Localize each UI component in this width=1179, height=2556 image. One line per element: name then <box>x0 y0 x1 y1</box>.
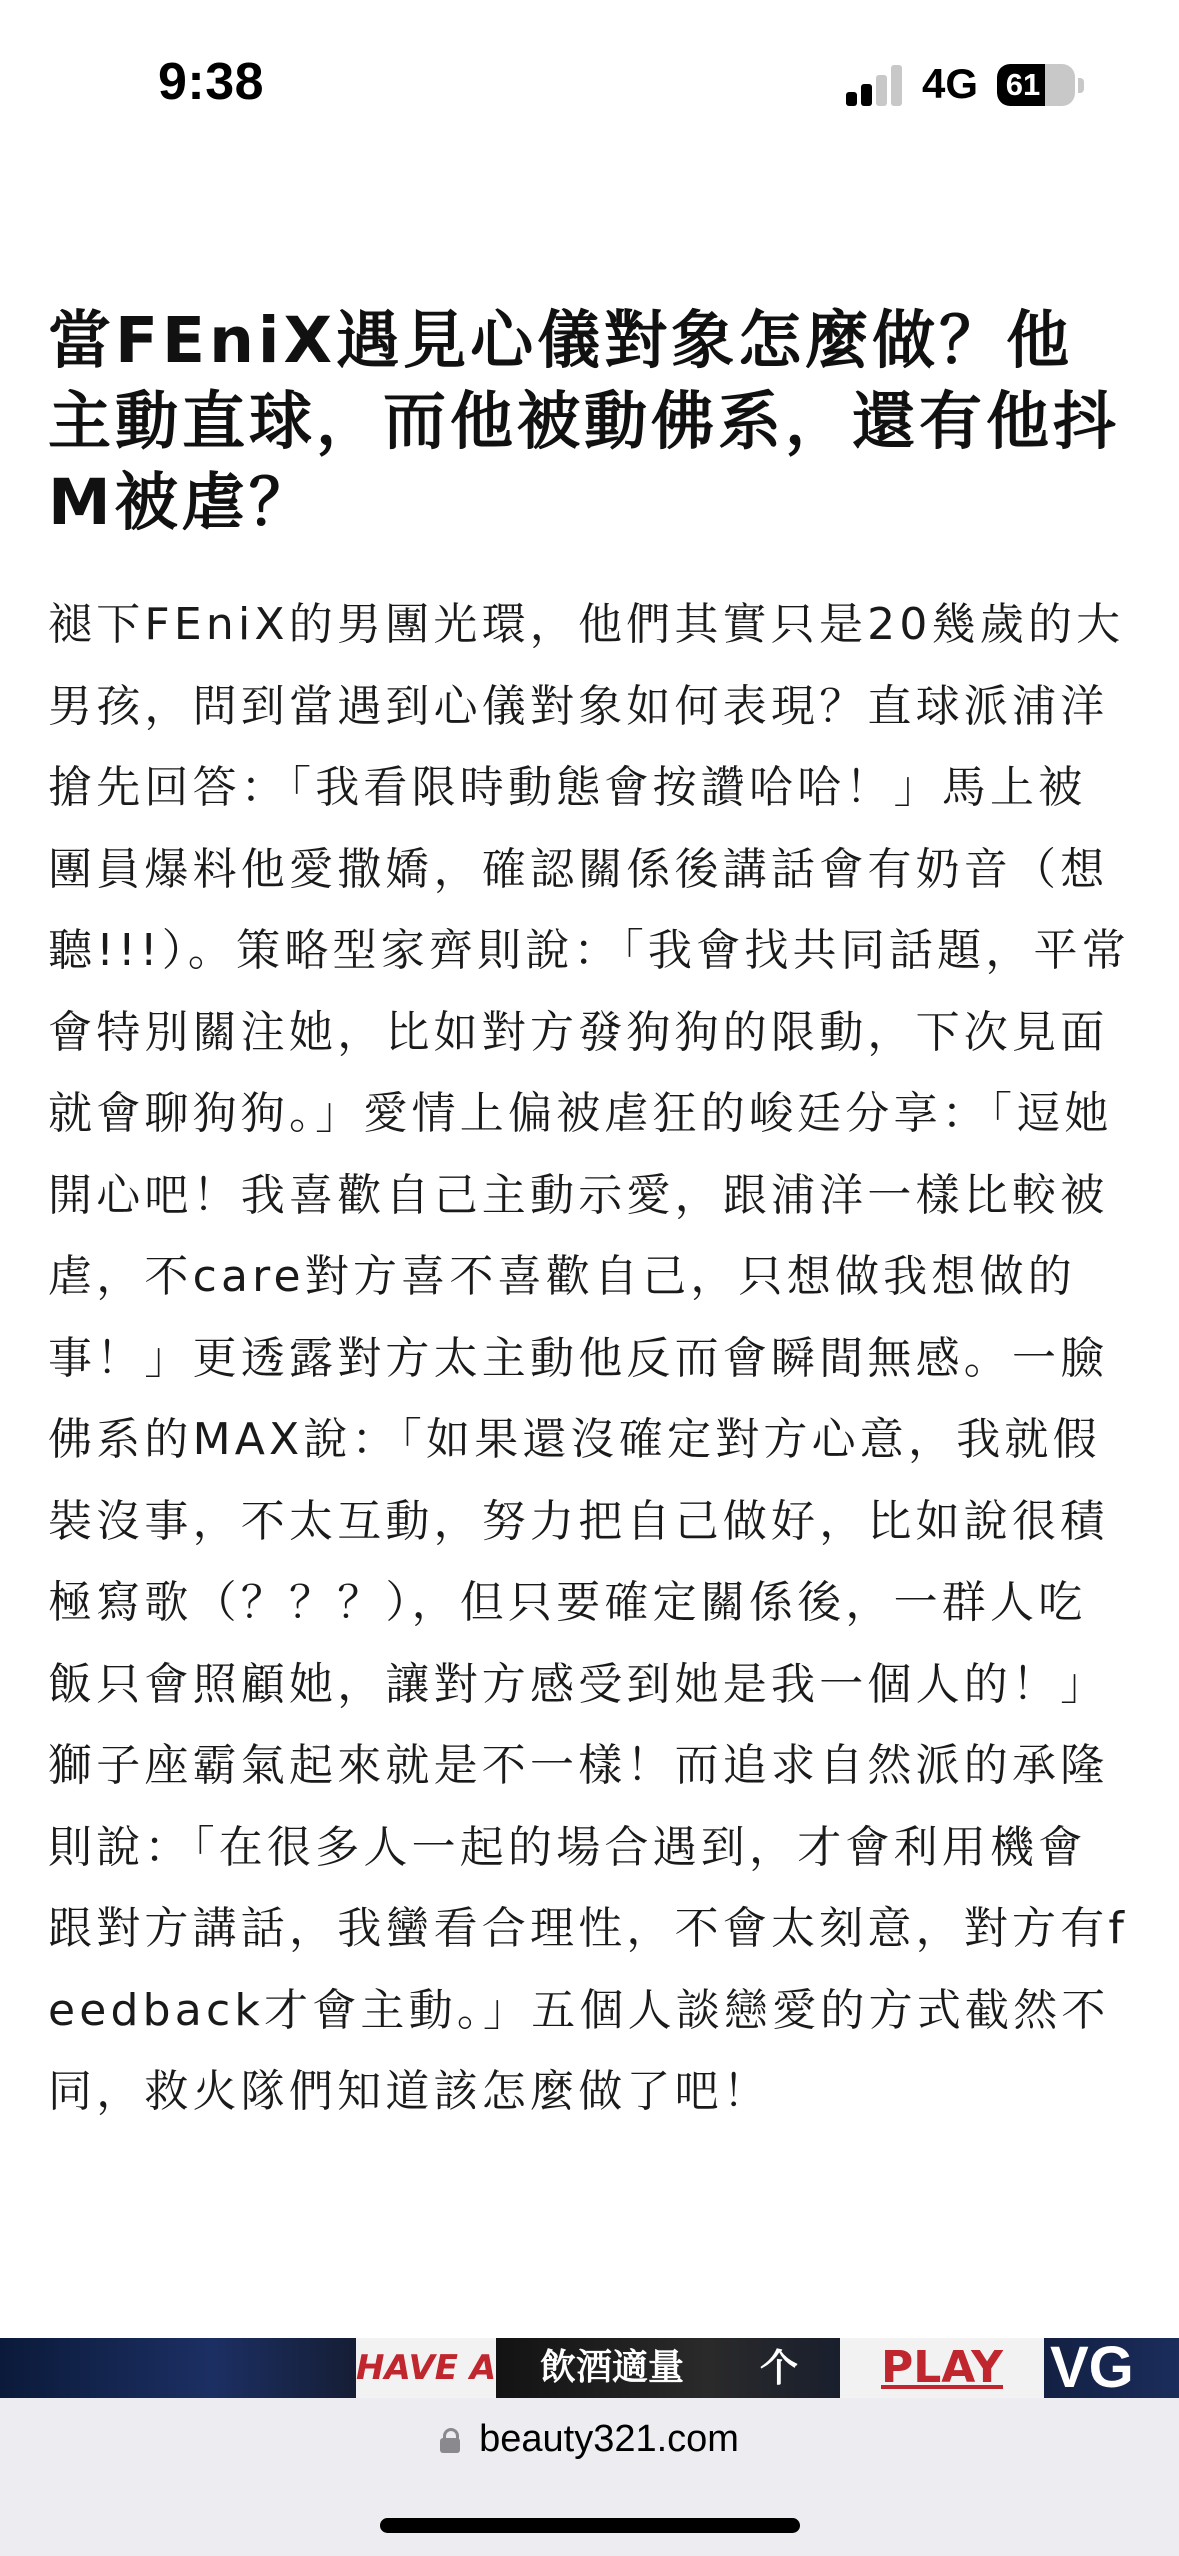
home-indicator[interactable] <box>380 2518 800 2533</box>
ad-have-text: HAVE A <box>356 2338 496 2398</box>
url-field[interactable] <box>0 2418 1179 2478</box>
status-bar <box>0 0 1179 150</box>
ad-play-text: PLAY <box>840 2338 1044 2398</box>
cellular-signal-icon <box>846 64 904 106</box>
article-title: 當FEniX遇見心儀對象怎麼做？他主動直球，而他被動佛系，還有他抖M被虐？ <box>48 304 1120 539</box>
article-body: 褪下FEniX的男團光環，他們其實只是20幾歲的大男孩，問到當遇到心儀對象如何表現？直球派浦洋搶先回答：「我看限時動態會按讚哈哈！」馬上被團員爆料他愛撒嬌，確認關係後講話會有奶音（想聽!!!）。策略型家齊則說：「我會找共同話題，平常會特別關注她，比如對方發狗狗的限動，下次見面就會聊狗狗。」愛情上偏被虐狂的峻廷分享：「逗她開心吧！我喜歡自己主動示愛，跟浦洋一樣比較被虐，不care對方喜不喜歡自己，只想做我想做的事！」更透露對方太主動他反而會瞬間無感。一臉佛系的MAX說：「如果還沒確定對方心意，我就假裝沒事，不太互動，努力把自己做好，比如說很積極寫歌（？？？），但只要確定關係後，一群人吃飯只會照顧她，讓對方感受到她是我一個人的！」獅子座霸氣起來就是不一樣！而追求自然派的承隆則說：「在很多人一起的場合遇到，才會利用機會跟對方講話，我蠻看合理性，不會太刻意，對方有feedback才會主動。」五個人談戀愛的方式截然不同，救火隊們知道該怎麼做了吧！ <box>48 599 1130 2117</box>
ad-vg-text: VG <box>1050 2338 1134 2398</box>
url-text: beauty321.com <box>479 2418 739 2460</box>
signal-bar <box>861 84 872 106</box>
ad-banner[interactable] <box>0 2338 1179 2398</box>
signal-bar <box>891 65 902 106</box>
ad-drink-warning: 飲酒適量 <box>540 2347 685 2388</box>
battery-level: 61 <box>1005 67 1041 102</box>
ad-arrow-glyph: 个 <box>760 2346 799 2390</box>
status-time: 9:38 <box>158 53 265 111</box>
signal-bar <box>876 75 887 106</box>
lock-icon <box>440 2428 460 2452</box>
battery-cap <box>1078 78 1084 93</box>
network-type: 4G <box>922 60 979 107</box>
signal-bar <box>846 92 857 106</box>
battery-icon <box>997 64 1075 106</box>
